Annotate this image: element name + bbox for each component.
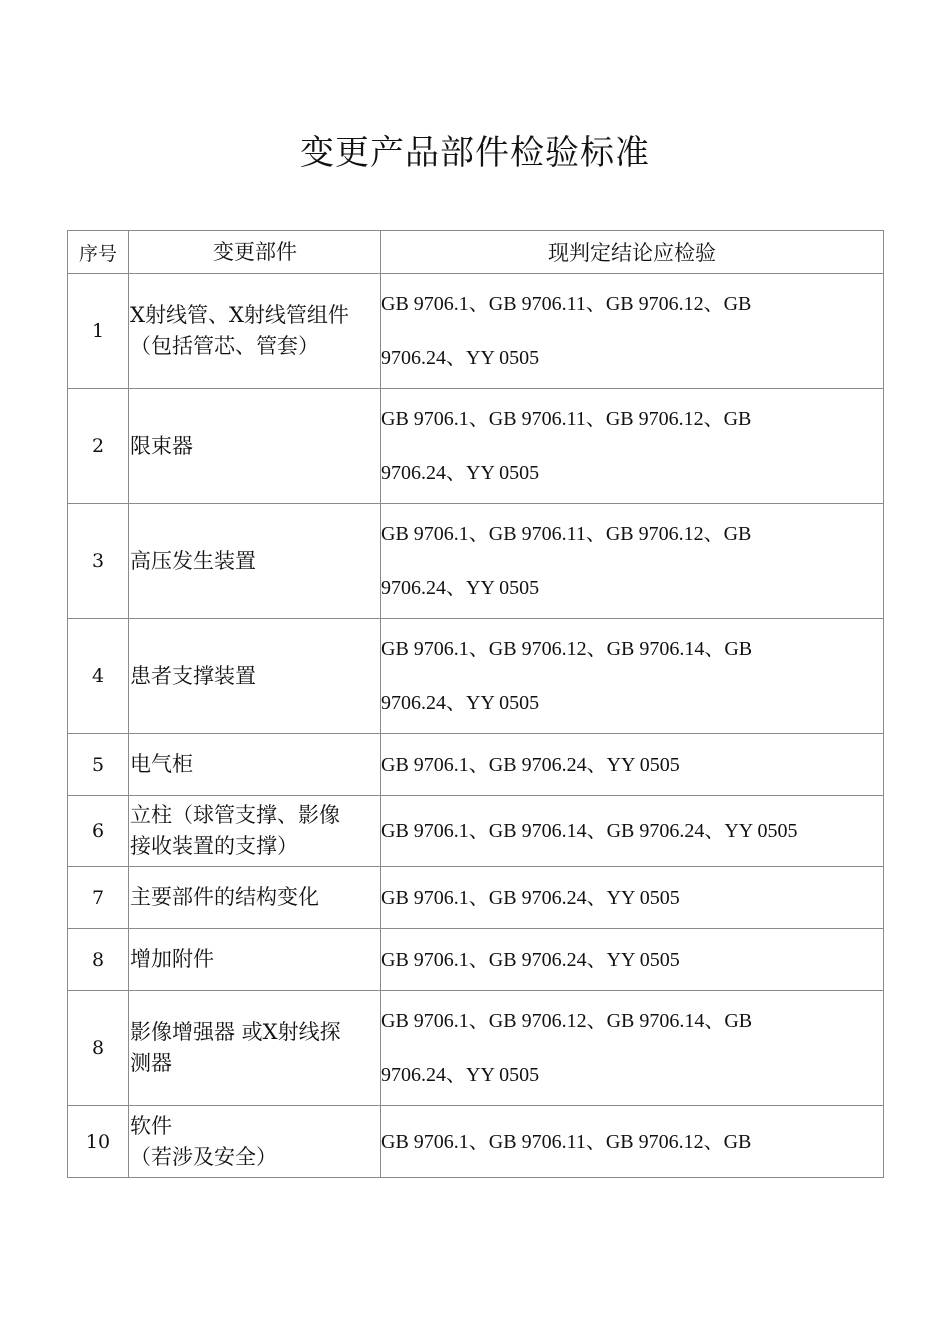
- part-line: 增加附件: [130, 947, 214, 971]
- part-line: 影像增强器 或X射线探: [130, 1020, 341, 1044]
- standards-cell: [381, 619, 884, 734]
- part-line: 立柱（球管支撑、影像: [130, 803, 340, 827]
- standards-line: GB 9706.1、GB 9706.14、GB 9706.24、YY 0505: [381, 820, 798, 842]
- part-line: 软件: [130, 1113, 172, 1138]
- header-inspection-standards: 现判定结论应检验: [381, 231, 884, 274]
- standards-cell: [381, 504, 884, 619]
- standards-cell: [381, 389, 884, 504]
- document-title: 变更产品部件检验标准: [300, 133, 650, 173]
- standards-line: GB 9706.1、GB 9706.11、GB 9706.12、GB: [381, 523, 752, 545]
- table-row: [68, 619, 884, 734]
- table-header-row: [68, 231, 884, 274]
- standards-line: GB 9706.1、GB 9706.12、GB 9706.14、GB: [381, 638, 753, 660]
- part-line: 主要部件的结构变化: [130, 885, 319, 909]
- header-serial-number: 序号: [68, 231, 129, 274]
- standards-line: GB 9706.1、GB 9706.11、GB 9706.12、GB: [381, 293, 752, 315]
- table-row: [68, 796, 884, 867]
- part-line: 患者支撑装置: [130, 663, 256, 688]
- standards-cell: [381, 796, 884, 867]
- changed-part-cell: [129, 504, 381, 619]
- part-line: X射线管、X射线管组件: [130, 303, 349, 327]
- standards-line: GB 9706.1、GB 9706.11、GB 9706.12、GB: [381, 1130, 752, 1153]
- standards-line: GB 9706.1、GB 9706.24、YY 0505: [381, 948, 680, 971]
- standards-cell: [381, 929, 884, 991]
- standards-line: GB 9706.1、GB 9706.24、YY 0505: [381, 753, 680, 776]
- row-number: 5: [68, 734, 129, 796]
- standards-line: GB 9706.1、GB 9706.11、GB 9706.12、GB: [381, 408, 752, 430]
- part-line: （若涉及安全）: [130, 1144, 277, 1169]
- part-line: （包括管芯、管套）: [130, 334, 319, 358]
- changed-part-cell: [129, 991, 381, 1106]
- standards-cell: [381, 1106, 884, 1178]
- row-number: 6: [68, 796, 129, 867]
- table-row: [68, 274, 884, 389]
- table-row: [68, 991, 884, 1106]
- table-row: [68, 734, 884, 796]
- row-number: 1: [68, 274, 129, 389]
- changed-part-cell: [129, 867, 381, 929]
- part-line: 高压发生装置: [130, 548, 256, 573]
- part-line: 测器: [130, 1051, 172, 1075]
- table-row: [68, 929, 884, 991]
- row-number: 8: [68, 991, 129, 1106]
- row-number: 10: [68, 1106, 129, 1178]
- part-line: 接收装置的支撑）: [130, 834, 298, 858]
- changed-part-cell: [129, 929, 381, 991]
- part-line: 电气柜: [130, 752, 193, 776]
- row-number: 7: [68, 867, 129, 929]
- standards-line: 9706.24、YY 0505: [381, 1064, 540, 1086]
- table-row: [68, 1106, 884, 1178]
- standards-cell: [381, 734, 884, 796]
- standards-cell: [381, 274, 884, 389]
- standards-line: 9706.24、YY 0505: [381, 577, 540, 599]
- standards-line: GB 9706.1、GB 9706.12、GB 9706.14、GB: [381, 1010, 753, 1032]
- row-number: 3: [68, 504, 129, 619]
- changed-part-cell: [129, 619, 381, 734]
- standards-line: 9706.24、YY 0505: [381, 347, 540, 369]
- standards-cell: [381, 867, 884, 929]
- changed-part-cell: [129, 796, 381, 867]
- table-row: [68, 867, 884, 929]
- table-row: [68, 389, 884, 504]
- changed-part-cell: [129, 389, 381, 504]
- standards-cell: [381, 991, 884, 1106]
- part-line: 限束器: [130, 433, 193, 458]
- standards-line: GB 9706.1、GB 9706.24、YY 0505: [381, 886, 680, 909]
- standards-line: 9706.24、YY 0505: [381, 462, 540, 484]
- changed-part-cell: [129, 734, 381, 796]
- header-changed-part: 变更部件: [129, 231, 381, 274]
- row-number: 2: [68, 389, 129, 504]
- row-number: 8: [68, 929, 129, 991]
- changed-part-cell: [129, 274, 381, 389]
- row-number: 4: [68, 619, 129, 734]
- table-row: [68, 504, 884, 619]
- standards-line: 9706.24、YY 0505: [381, 692, 540, 714]
- changed-part-cell: [129, 1106, 381, 1178]
- inspection-standards-table: [67, 230, 884, 1178]
